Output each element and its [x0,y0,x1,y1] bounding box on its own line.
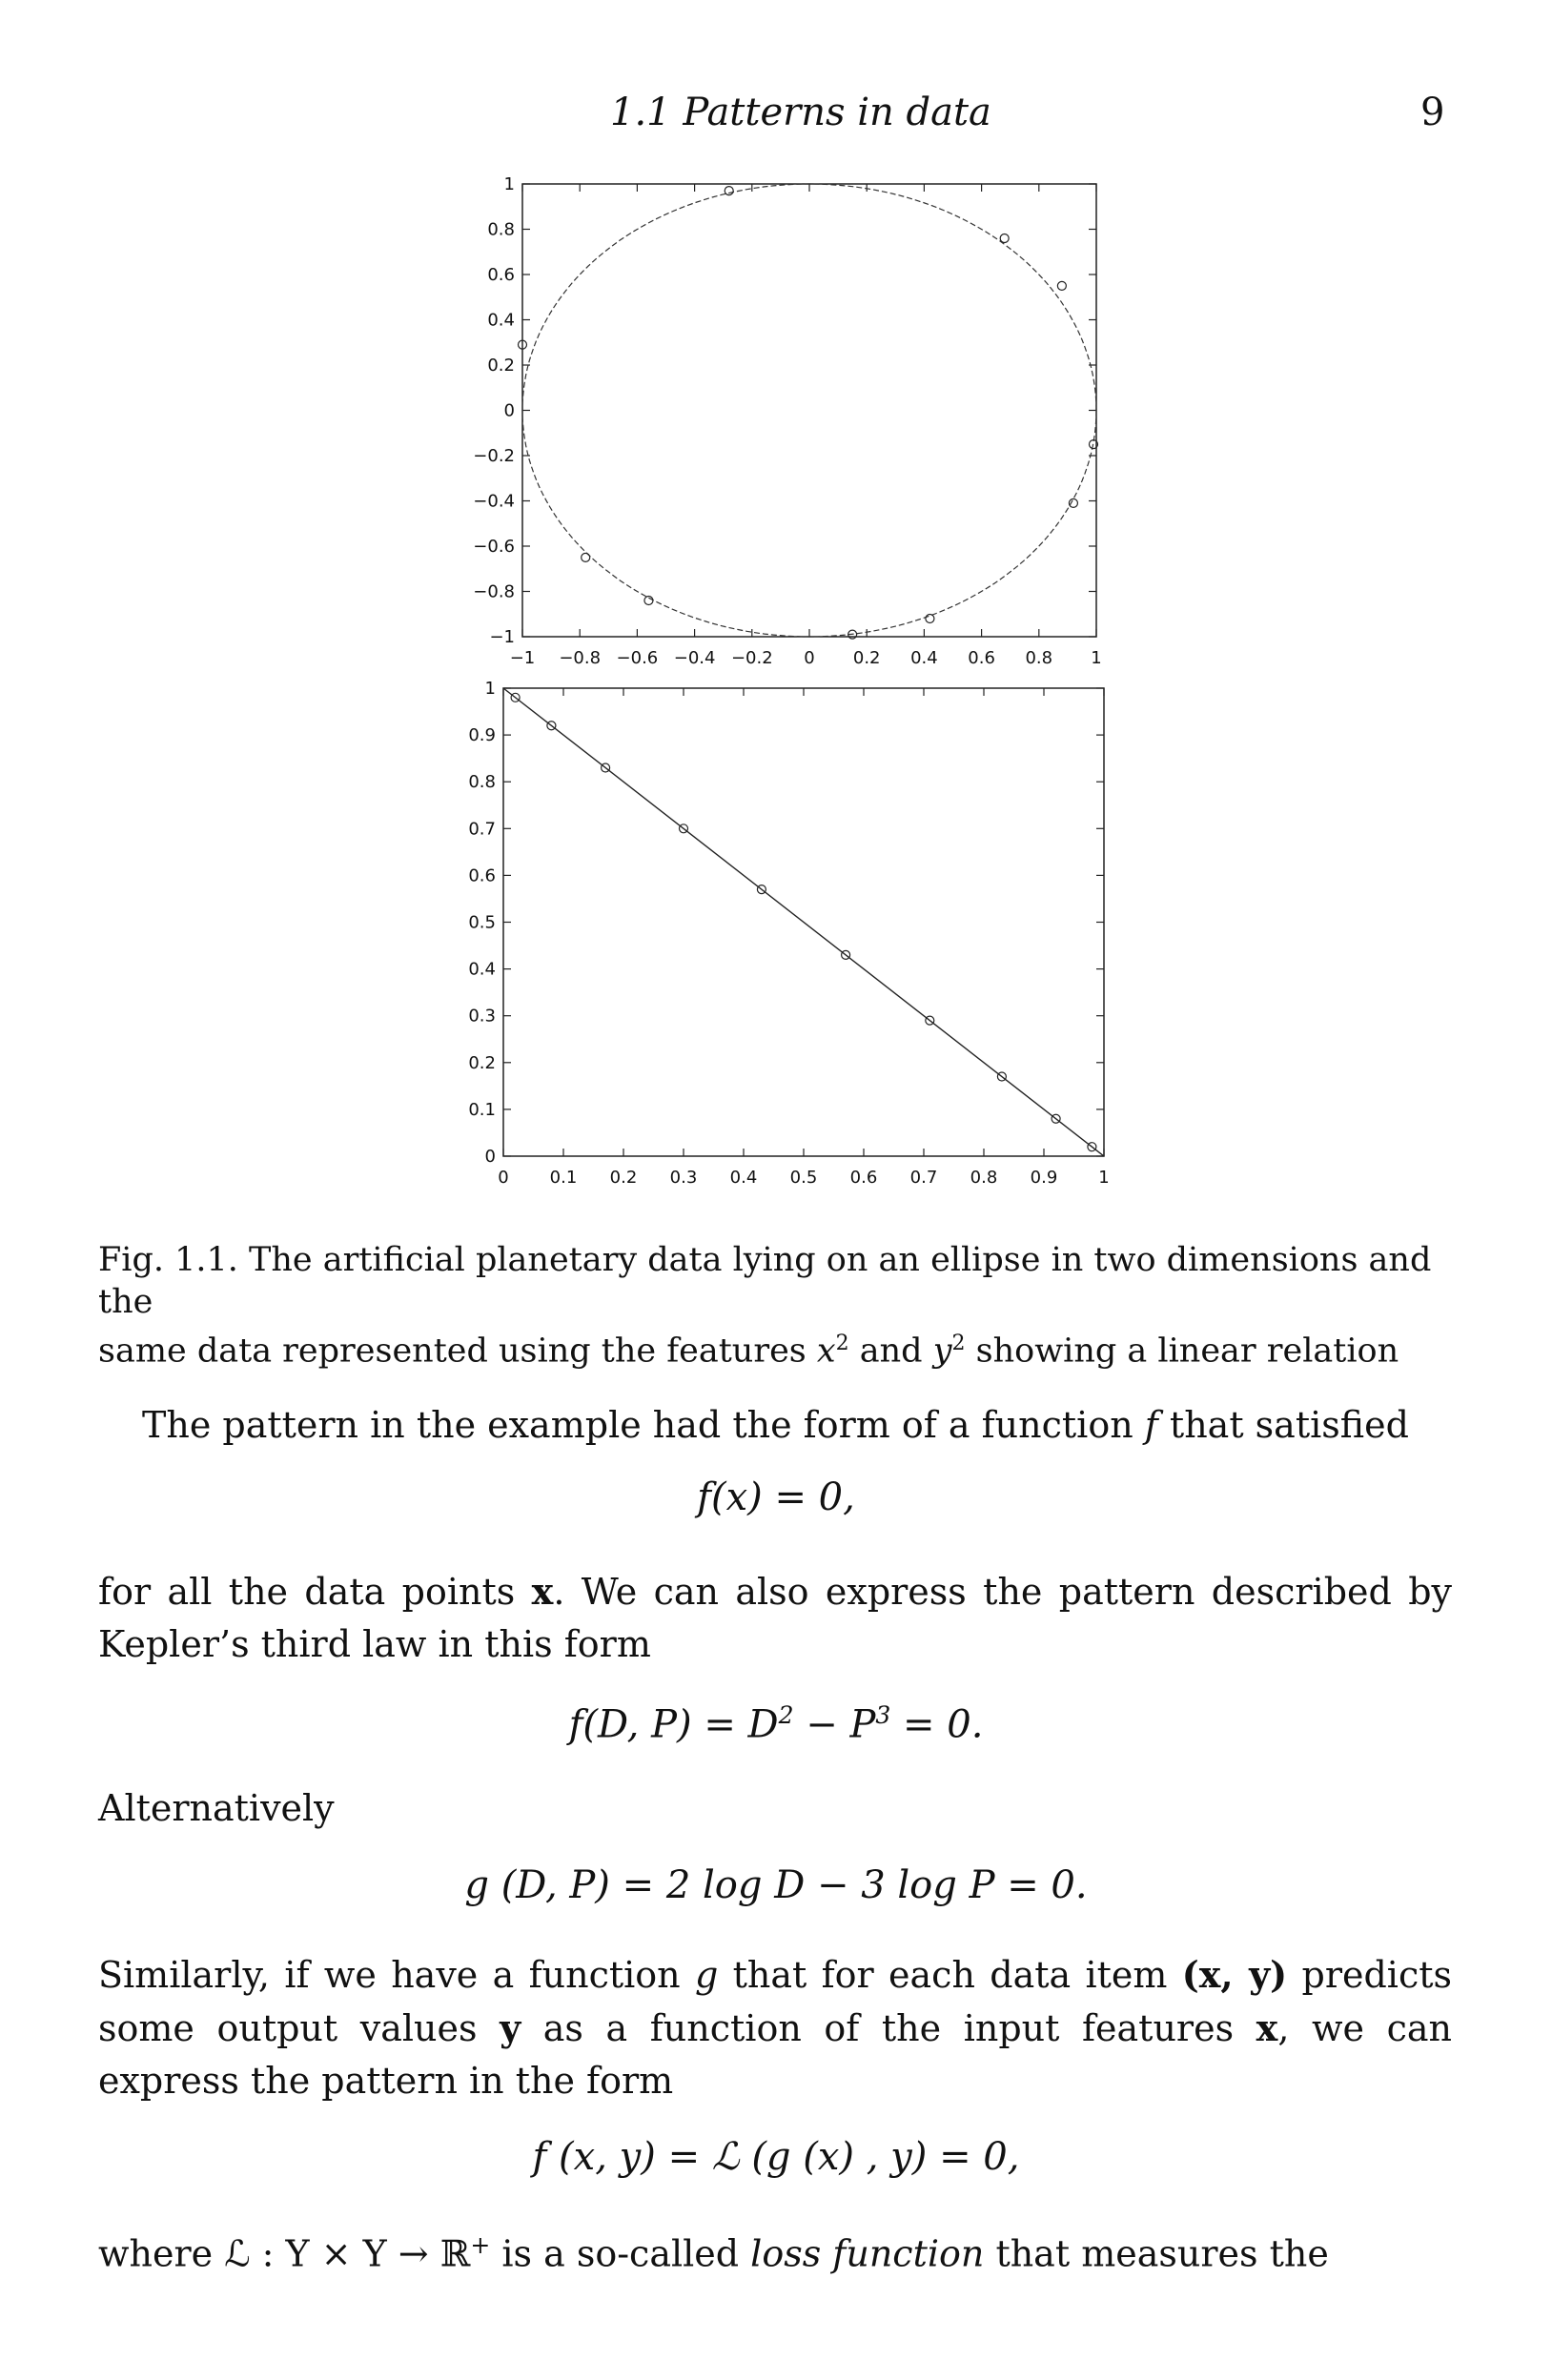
equation-3: g (D, P) = 2 log D − 3 log P = 0. [464,1863,1088,1907]
running-title: 1.1 Patterns in data [610,91,991,134]
ellipse-curve [522,184,1096,637]
y-tick-label: 0.8 [468,772,496,793]
paragraph-2: for all the data points x. We can also express the pattern described by Kepler’s third law in this form [98,1570,1452,1665]
y-tick-label: 1 [503,174,515,194]
paragraph-1: The pattern in the example had the form of a function f that satisfied [142,1404,1409,1446]
y-tick-label: −0.4 [473,491,515,512]
figure-caption [98,1239,1452,1373]
regression-line [503,688,1104,1156]
x-tick-label: 0.9 [1030,1168,1058,1188]
x-tick-label: 0.1 [549,1168,578,1188]
ellipse-chart [473,174,1101,668]
y-tick-label: 0.8 [487,219,515,240]
data-point [725,187,733,195]
x-tick-label: −0.2 [730,648,773,668]
caption-line-2: same data represented using the features $x^2$ and $y^2$ showing a linear relation [98,1332,1399,1371]
y-tick-label: 0.5 [468,912,496,933]
data-point [582,553,590,561]
y-tick-label: 0.7 [468,819,496,840]
y-tick-label: 0.9 [468,725,496,746]
x-tick-label: 1 [1098,1168,1110,1188]
data-point [1000,234,1009,243]
y-tick-label: −0.8 [473,581,515,602]
x-tick-label: −0.4 [673,648,716,668]
caption-line-1: Fig. 1.1. The artificial planetary data lying on an ellipse in two dimensions and the [98,1241,1432,1321]
x-tick-label: 0.8 [970,1168,998,1188]
page-number: 9 [1420,91,1445,134]
x-tick-label: −0.6 [616,648,659,668]
y-tick-label: 0.2 [487,356,515,376]
y-tick-label: 0.6 [468,865,496,886]
x-tick-label: 0.6 [849,1168,878,1188]
y-tick-label: 0.1 [468,1099,496,1120]
y-tick-label: 0 [484,1147,496,1167]
equation-2: f(D, $P) = D^2 - P^3 = 0$. [568,1701,984,1747]
x-tick-label: 0.7 [909,1168,938,1188]
y-tick-label: −0.2 [473,446,515,466]
plot-frame [522,184,1096,637]
y-tick-label: −0.6 [473,537,515,557]
y-tick-label: 1 [484,679,496,699]
y-tick-label: 0.6 [487,265,515,285]
y-tick-label: 0 [503,400,515,421]
y-tick-label: −1 [489,627,515,647]
x-tick-label: 0.5 [789,1168,818,1188]
x-tick-label: −0.8 [559,648,602,668]
data-point [644,597,653,605]
y-tick-label: 0.3 [468,1006,496,1027]
x-tick-label: 1 [1091,648,1102,668]
x-tick-label: 0.8 [1025,648,1053,668]
x-tick-label: 0 [804,648,815,668]
x-tick-label: 0 [498,1168,509,1188]
x-tick-label: 0.2 [609,1168,638,1188]
paragraph-4: Similarly, if we have a function g that for each data item (x, y) predicts some output values y as a function of the input features x, we can express the pattern in the form [98,1953,1453,2102]
linear-chart [468,679,1109,1188]
data-point [1057,281,1066,290]
x-tick-label: −1 [509,648,536,668]
x-tick-label: 0.3 [669,1168,698,1188]
data-point [1069,498,1077,507]
data-point [926,615,934,623]
y-tick-label: 0.2 [468,1052,496,1073]
paragraph-5: where ℒ : Y × Y → ℝ+ is a so-called loss function that measures the [98,2231,1329,2275]
x-tick-label: 0.6 [968,648,995,668]
paragraph-3: Alternatively [98,1787,335,1829]
y-tick-label: 0.4 [468,959,496,980]
equation-1: f(x) = 0, [697,1475,855,1519]
x-tick-label: 0.4 [729,1168,758,1188]
y-tick-label: 0.4 [487,310,515,331]
x-tick-label: 0.2 [852,648,881,668]
equation-4: f (x, y) = ℒ (g (x) , y) = 0, [532,2135,1020,2179]
x-tick-label: 0.4 [910,648,938,668]
